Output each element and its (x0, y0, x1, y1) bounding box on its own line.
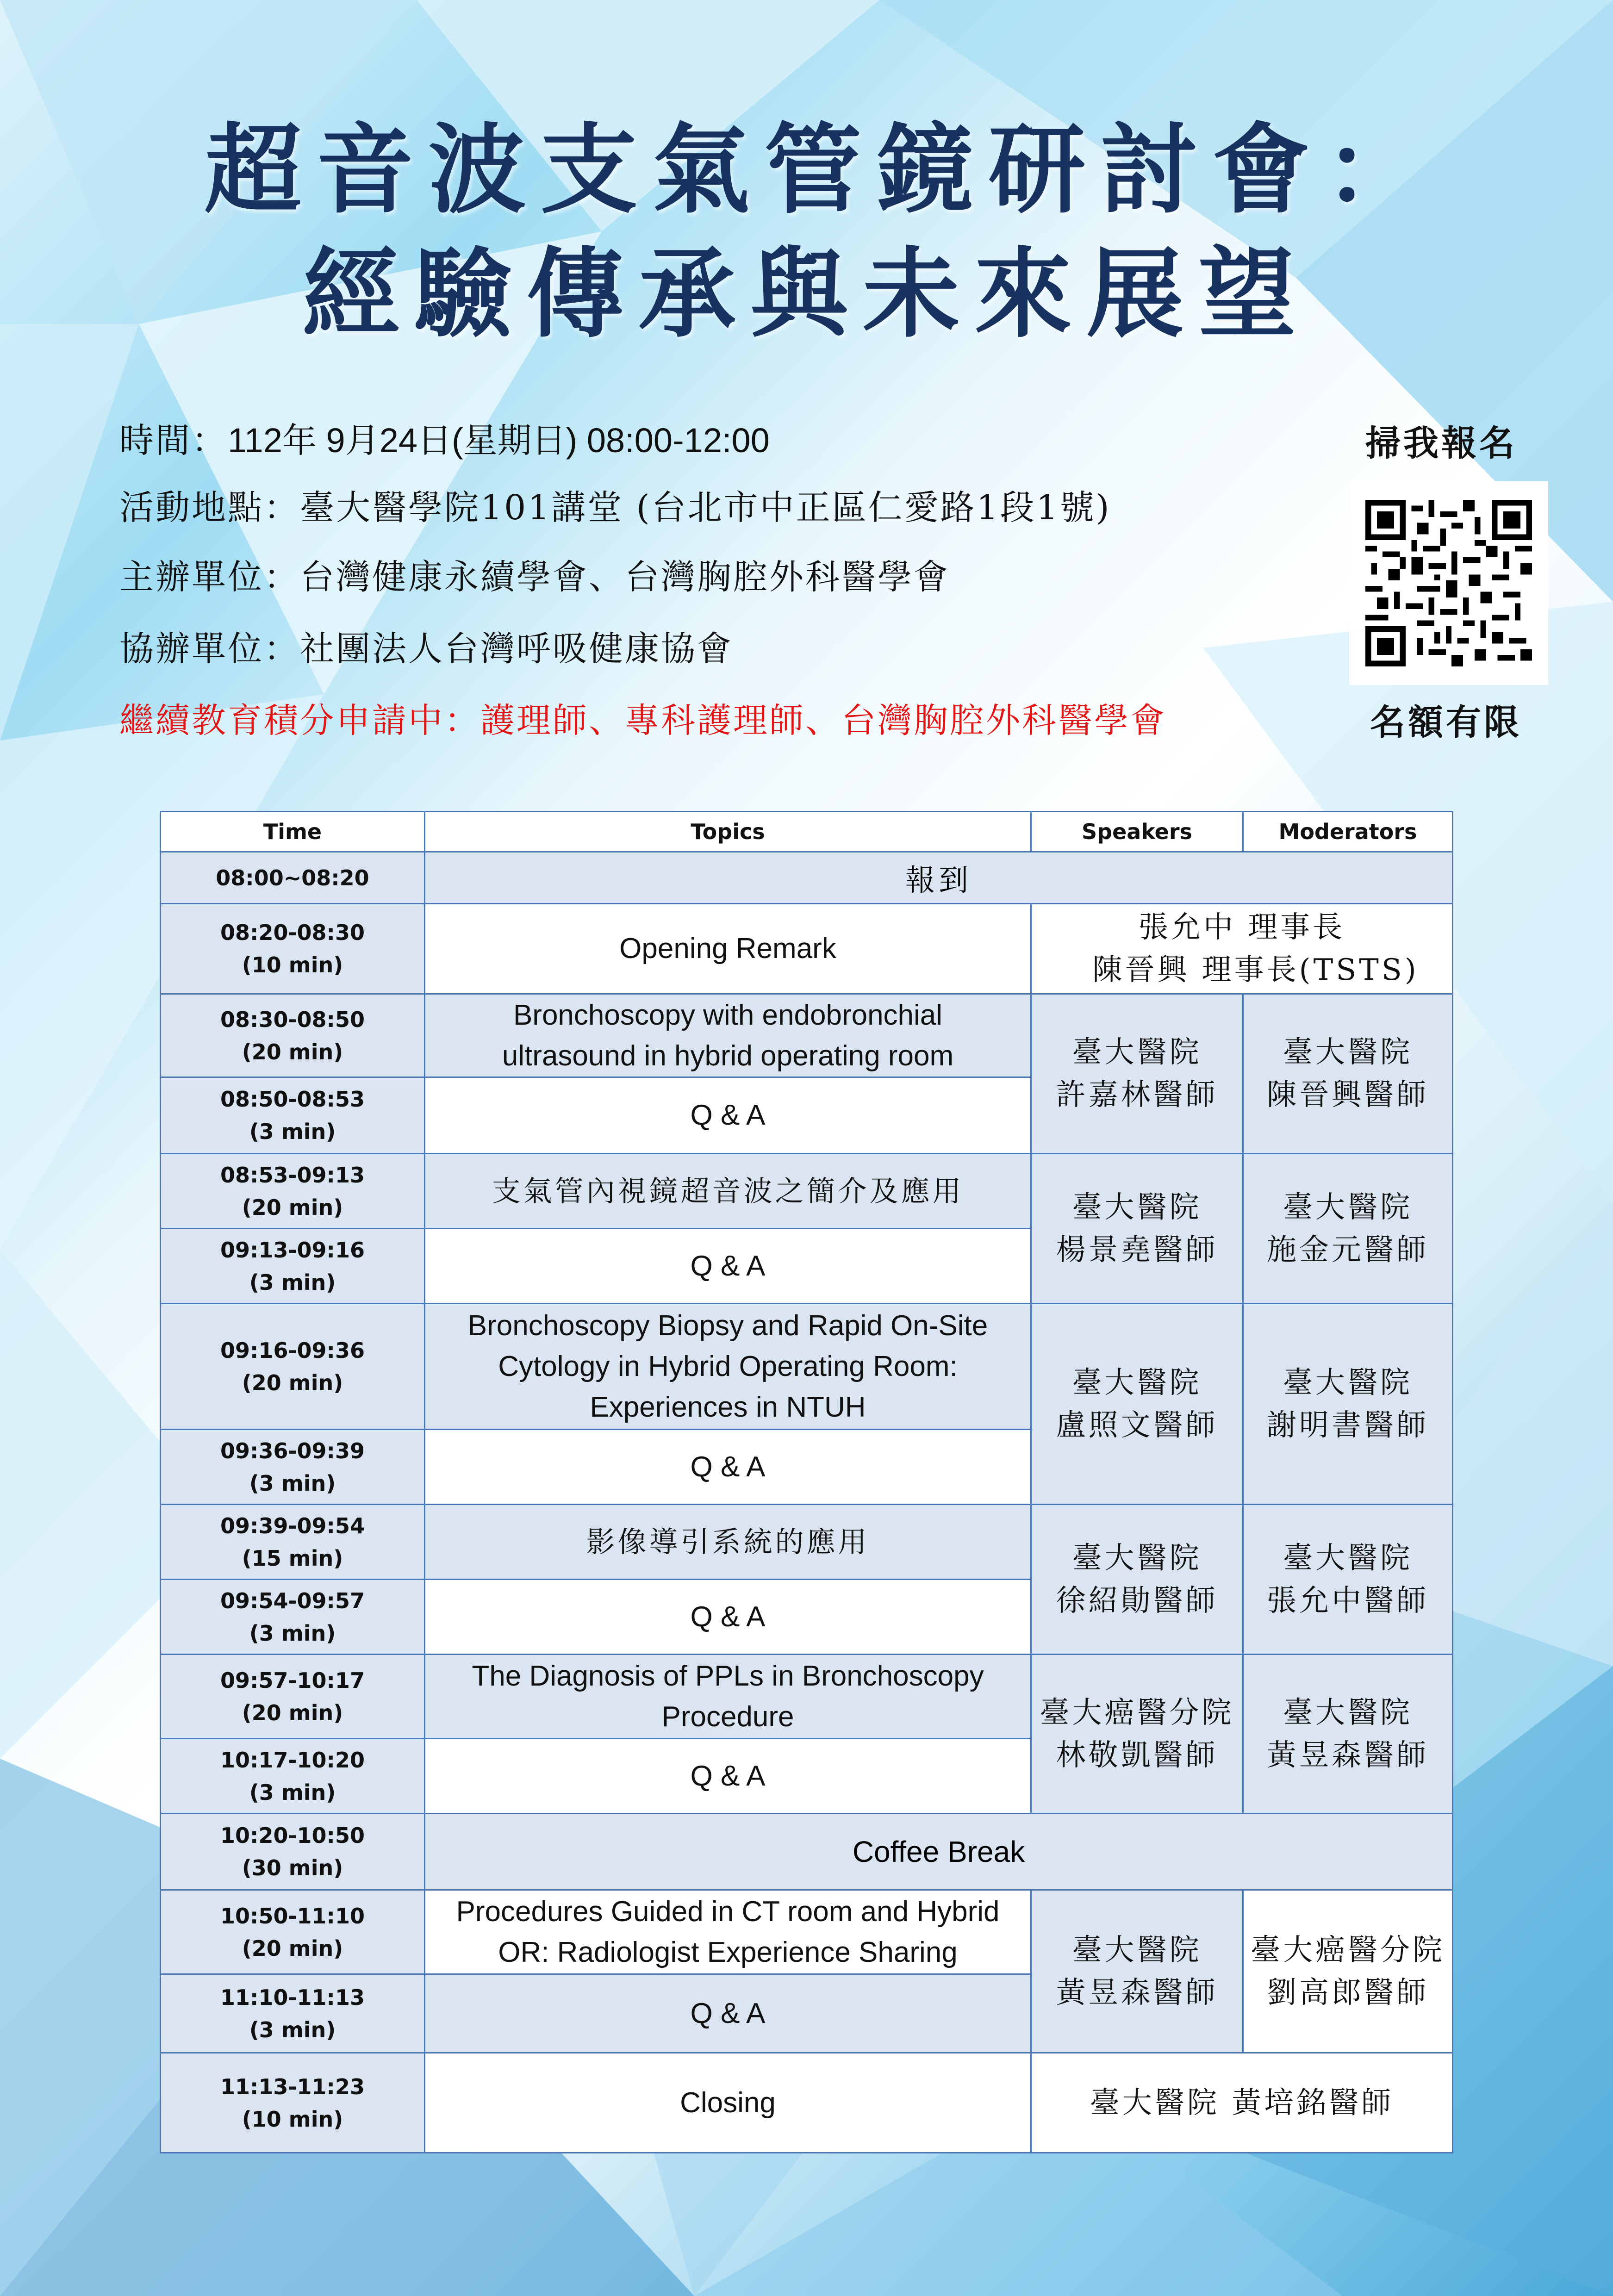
topic-cell: Procedures Guided in CT room and Hybrid OR: Radiologist Experience Sharing (425, 1890, 1031, 1974)
moderator-cell: 臺大醫院 陳晉興醫師 (1243, 994, 1453, 1154)
time-cell: 11:10-11:13 (3 min) (161, 1974, 425, 2053)
info-credits: 繼續教育積分申請中：護理師、專科護理師、台灣胸腔外科醫學會 (119, 701, 1166, 740)
time-cell: 08:50-08:53 (3 min) (161, 1077, 425, 1154)
info-organizer: 主辦單位：台灣健康永續學會、台灣胸腔外科醫學會 (119, 557, 950, 597)
time-cell: 09:39-09:54 (15 min) (161, 1505, 425, 1580)
topic-cell: Coffee Break (425, 1814, 1453, 1890)
table-row (161, 994, 1453, 1077)
speaker-cell: 臺大醫院 徐紹勛醫師 (1031, 1505, 1243, 1655)
time-cell: 09:57-10:17 (20 min) (161, 1655, 425, 1739)
time-cell: 10:20-10:50 (30 min) (161, 1814, 425, 1890)
info-time: 時間：112年 9月24日(星期日) 08:00-12:00 (119, 421, 770, 460)
table-row (161, 1655, 1453, 1739)
header-speakers: Speakers (1031, 812, 1243, 852)
info-co-organizer: 協辦單位：社團法人台灣呼吸健康協會 (119, 629, 733, 669)
topic-cell: Q & A (425, 1077, 1031, 1154)
moderator-cell: 臺大醫院 謝明書醫師 (1243, 1304, 1453, 1505)
time-cell: 09:13-09:16 (3 min) (161, 1229, 425, 1304)
time-cell: 09:16-09:36 (20 min) (161, 1304, 425, 1430)
moderator-cell: 臺大癌醫分院 劉高郎醫師 (1243, 1890, 1453, 2053)
moderator-cell: 臺大醫院 張允中醫師 (1243, 1505, 1453, 1655)
speaker-cell: 張允中 理事長 陳晉興 理事長(TSTS) (1031, 904, 1453, 994)
schedule-table (160, 811, 1453, 2153)
topic-cell: The Diagnosis of PPLs in Bronchoscopy Procedure (425, 1655, 1031, 1739)
topic-cell: Q & A (425, 1430, 1031, 1505)
header-topics: Topics (425, 812, 1031, 852)
speaker-cell: 臺大醫院 許嘉林醫師 (1031, 994, 1243, 1154)
time-cell: 08:00~08:20 (161, 852, 425, 904)
time-cell: 09:36-09:39 (3 min) (161, 1430, 425, 1505)
table-row (161, 2053, 1453, 2153)
moderator-cell: 臺大醫院 施金元醫師 (1243, 1154, 1453, 1304)
topic-cell: 影像導引系統的應用 (425, 1505, 1031, 1580)
qr-code[interactable] (1349, 481, 1548, 685)
topic-cell: Q & A (425, 1974, 1031, 2053)
time-cell: 09:54-09:57 (3 min) (161, 1580, 425, 1655)
topic-cell: Bronchoscopy with endobronchial ultrasound in hybrid operating room (425, 994, 1031, 1077)
header-moderators: Moderators (1243, 812, 1453, 852)
time-cell: 10:17-10:20 (3 min) (161, 1739, 425, 1814)
table-row (161, 1890, 1453, 1974)
speaker-cell: 臺大癌醫分院 林敬凱醫師 (1031, 1655, 1243, 1814)
time-cell: 10:50-11:10 (20 min) (161, 1890, 425, 1974)
speaker-cell: 臺大醫院 黃培銘醫師 (1031, 2053, 1453, 2153)
qr-code-icon (1365, 500, 1532, 666)
time-cell: 08:20-08:30 (10 min) (161, 904, 425, 994)
time-cell: 08:53-09:13 (20 min) (161, 1154, 425, 1229)
table-row (161, 1154, 1453, 1229)
table-row (161, 852, 1453, 904)
topic-cell: Q & A (425, 1229, 1031, 1304)
table-row (161, 1304, 1453, 1430)
topic-cell: Bronchoscopy Biopsy and Rapid On-Site Cytology in Hybrid Operating Room: Experiences in NTUH (425, 1304, 1031, 1430)
moderator-cell: 臺大醫院 黃昱森醫師 (1243, 1655, 1453, 1814)
topic-cell: 報到 (425, 852, 1453, 904)
time-cell: 08:30-08:50 (20 min) (161, 994, 425, 1077)
speaker-cell: 臺大醫院 黃昱森醫師 (1031, 1890, 1243, 2053)
table-header-row (161, 812, 1453, 852)
topic-cell: Q & A (425, 1580, 1031, 1655)
time-cell: 11:13-11:23 (10 min) (161, 2053, 425, 2153)
header-time: Time (161, 812, 425, 852)
table-row (161, 904, 1453, 994)
table-row (161, 1505, 1453, 1580)
speaker-cell: 臺大醫院 楊景堯醫師 (1031, 1154, 1243, 1304)
page-title-line2: 經驗傳承與未來展望 (302, 236, 1311, 351)
topic-cell: Q & A (425, 1739, 1031, 1814)
topic-cell: Closing (425, 2053, 1031, 2153)
table-row (161, 1814, 1453, 1890)
page-title-line1: 超音波支氣管鏡研討會： (204, 112, 1437, 227)
topic-cell: Opening Remark (425, 904, 1031, 994)
limit-notice: 名額有限 (1370, 702, 1522, 743)
info-venue: 活動地點：臺大醫學院101講堂 (台北市中正區仁愛路1段1號) (119, 488, 1111, 528)
qr-title: 掃我報名 (1365, 423, 1517, 464)
topic-cell: 支氣管內視鏡超音波之簡介及應用 (425, 1154, 1031, 1229)
speaker-cell: 臺大醫院 盧照文醫師 (1031, 1304, 1243, 1505)
